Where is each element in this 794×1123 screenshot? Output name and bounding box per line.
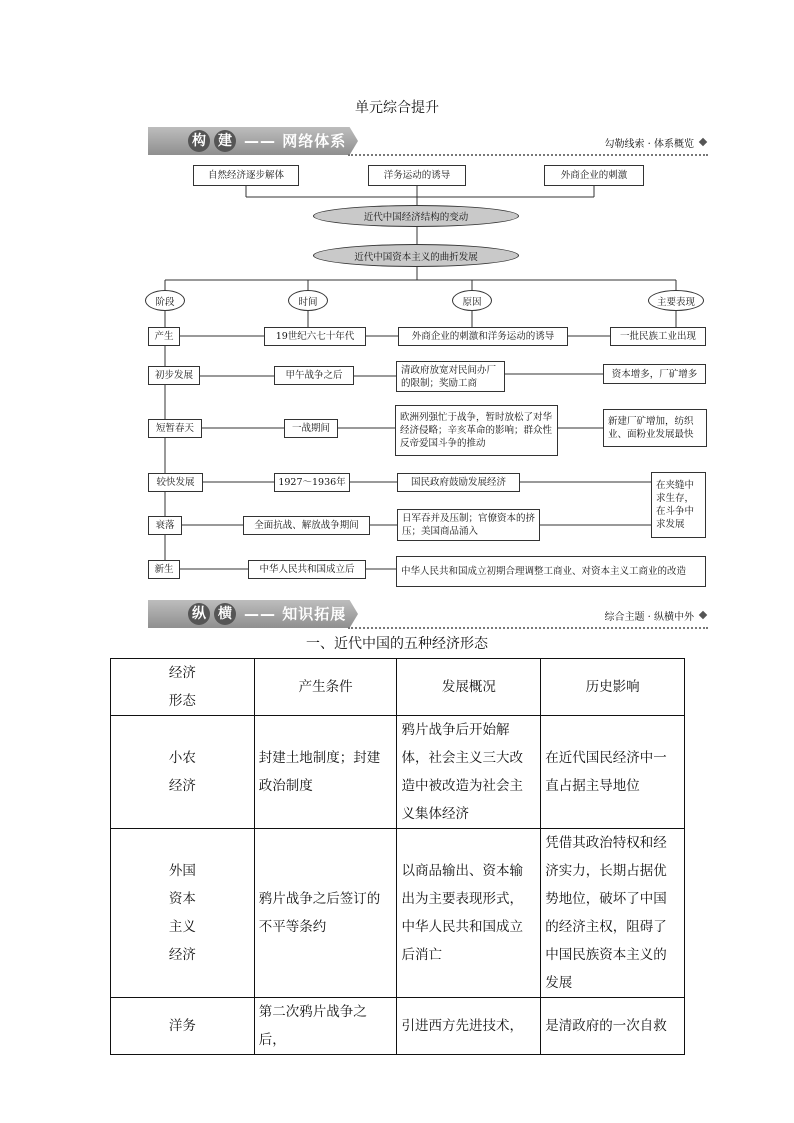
header-time: 时间 (288, 290, 328, 311)
change-oval: 近代中国经济结构的变动 (313, 205, 519, 227)
header-cell-overview: 发展概况 (397, 659, 541, 716)
banner-chip-1: 纵 (188, 603, 210, 625)
form-name-cell: 小农 经济 (111, 716, 255, 829)
cause-box-2: 洋务运动的诱导 (368, 165, 466, 186)
condition-cell: 鸦片战争之后签订的不平等条约 (254, 829, 397, 998)
overview-cell: 引进西方先进技术， (397, 998, 541, 1055)
condition-cell: 第二次鸦片战争之后， (254, 998, 397, 1055)
overview-cell: 以商品输出、资本输出为主要表现形式，中华人民共和国成立后消亡 (397, 829, 541, 998)
banner-chip-2: 横 (214, 603, 236, 625)
header-cell-impact: 历史影响 (541, 659, 685, 716)
stage-box: 衰落 (148, 516, 182, 535)
overview-cell: 鸦片战争后开始解体，社会主义三大改造中被改造为社会主义集体经济 (397, 716, 541, 829)
page-title: 单元综合提升 (355, 100, 439, 116)
reason-box: 欧洲列强忙于战争，暂时放松了对华经济侵略；辛亥革命的影响；群众性反帝爱国斗争的推动 (395, 405, 558, 456)
diamond-icon (699, 611, 707, 619)
header-stage: 阶段 (145, 290, 185, 311)
header-reason: 原因 (452, 290, 492, 311)
stage-box: 较快发展 (148, 473, 203, 492)
banner-right-label: 综合主题 · 纵横中外 (604, 612, 694, 623)
cause-box-3: 外商企业的刺激 (544, 165, 644, 186)
stage-box: 产生 (148, 327, 180, 346)
result-box: 资本增多，厂矿增多 (603, 364, 706, 384)
stage-box: 短暂春天 (148, 419, 202, 438)
stage-box: 初步发展 (148, 366, 200, 385)
result-box: 新建厂矿增加，纺织业、面粉业发展最快 (603, 409, 707, 447)
reason-box: 外商企业的刺激和洋务运动的诱导 (398, 327, 568, 346)
time-box: 19世纪六七十年代 (264, 327, 366, 346)
reason-box: 清政府放宽对民间办厂的限制；奖励工商 (396, 361, 505, 392)
impact-cell: 在近代国民经济中一直占据主导地位 (541, 716, 685, 829)
table-header-row (111, 659, 685, 716)
table-row (111, 829, 685, 998)
table-row (111, 998, 685, 1055)
table-title: 一、近代中国的五种经济形态 (306, 636, 488, 652)
header-cell-condition: 产生条件 (254, 659, 397, 716)
header-result: 主要表现 (648, 290, 704, 311)
reason-box: 国民政府鼓励发展经济 (397, 473, 520, 492)
result-box-shared: 在夹缝中求生存，在斗争中求发展 (651, 472, 706, 538)
form-name-cell: 洋务 (111, 998, 255, 1055)
impact-cell: 是清政府的一次自救 (541, 998, 685, 1055)
section-banner-knowledge (148, 600, 708, 630)
time-box: 甲午战争之后 (274, 366, 354, 385)
reason-box: 中华人民共和国成立初期合理调整工商业、对资本主义工商业的改造 (396, 556, 706, 587)
reason-box: 日军吞并及压制；官僚资本的挤压；美国商品涌入 (397, 509, 540, 541)
time-box: 全面抗战、解放战争期间 (243, 516, 370, 535)
header-cell-form: 经济 形态 (111, 659, 255, 716)
result-box: 一批民族工业出现 (610, 327, 706, 346)
banner-subtitle: —— 网络体系 (244, 132, 347, 150)
time-box: 1927～1936年 (274, 473, 350, 492)
banner-chip-2: 建 (214, 130, 236, 152)
time-box: 一战期间 (284, 419, 338, 438)
form-name-cell: 外国 资本 主义 经济 (111, 829, 255, 998)
banner-chip-1: 构 (188, 130, 210, 152)
development-oval: 近代中国资本主义的曲折发展 (313, 244, 519, 267)
cause-box-1: 自然经济逐步解体 (193, 165, 299, 186)
time-box: 中华人民共和国成立后 (248, 560, 366, 579)
banner-right-label: 勾勒线索 · 体系概览 (604, 139, 694, 150)
table-row (111, 716, 685, 829)
economic-forms-table (110, 658, 685, 1055)
banner-subtitle: —— 知识拓展 (244, 605, 347, 623)
impact-cell: 凭借其政治特权和经济实力，长期占据优势地位，破坏了中国的经济主权，阻碍了中国民族资本主义的发展 (541, 829, 685, 998)
condition-cell: 封建土地制度；封建政治制度 (254, 716, 397, 829)
stage-box: 新生 (148, 560, 180, 579)
